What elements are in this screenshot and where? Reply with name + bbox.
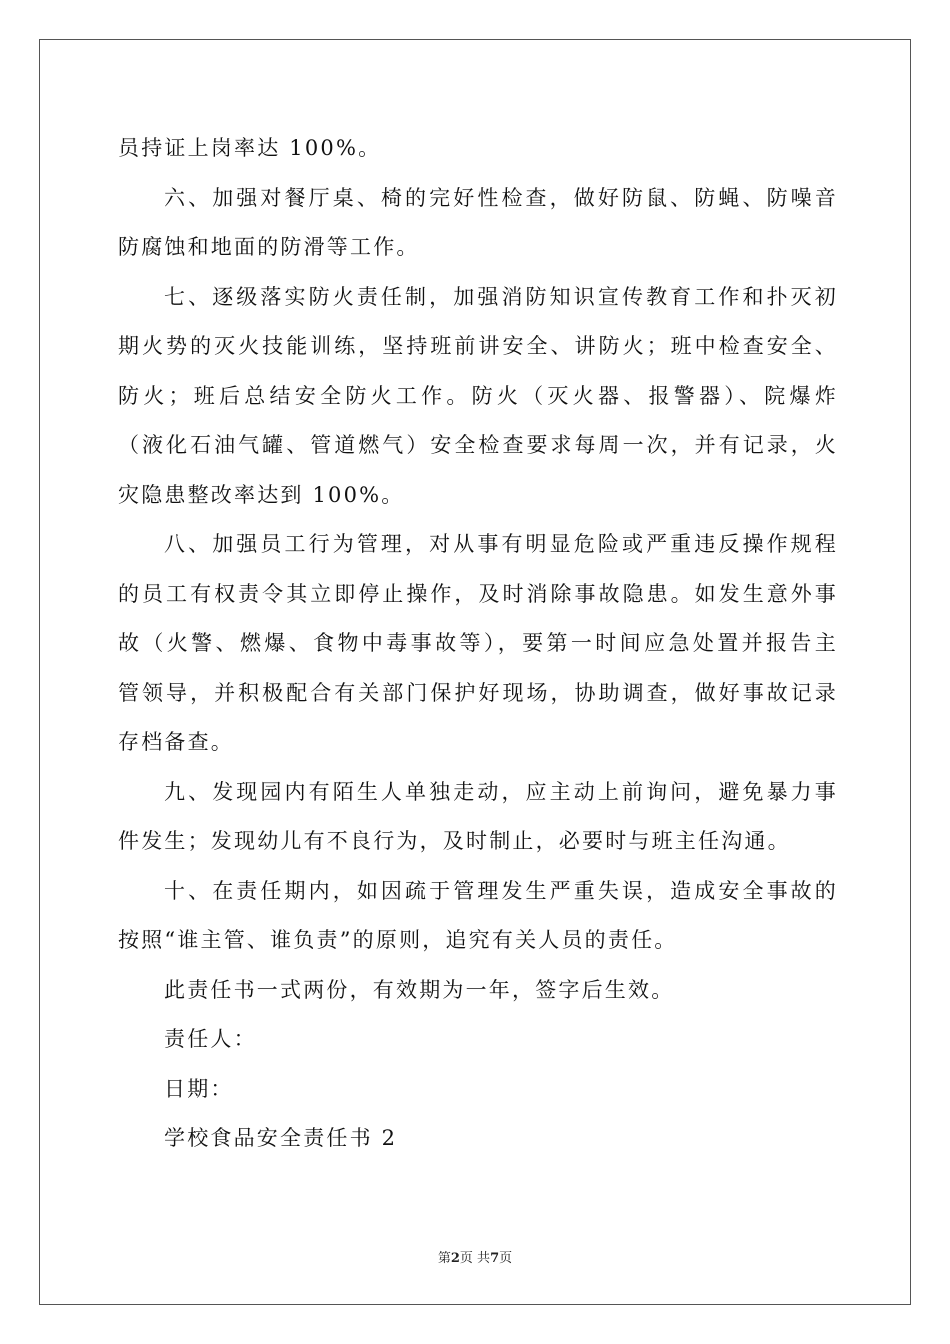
footer-middle: 页 共 bbox=[459, 1251, 491, 1266]
page-footer bbox=[0, 1247, 950, 1266]
text-line: 管领导，并积极配合有关部门保护好现场，协助调查，做好事故记录 bbox=[118, 680, 838, 705]
text-line: 灾隐患整改率达到 100%。 bbox=[118, 482, 405, 507]
text-line: 六、加强对餐厅桌、椅的完好性检查，做好防鼠、防蝇、防噪音 bbox=[164, 185, 838, 210]
document-body bbox=[118, 124, 838, 1164]
text-line: 期火势的灭火技能训练，坚持班前讲安全、讲防火；班中检查安全、 bbox=[118, 334, 838, 358]
text-line: 八、加强员工行为管理，对从事有明显危险或严重违反操作规程 bbox=[164, 532, 838, 556]
text-line: 存档备查。 bbox=[118, 730, 234, 754]
text-line: 防腐蚀和地面的防滑等工作。 bbox=[118, 235, 420, 259]
current-page-number: 2 bbox=[450, 1251, 460, 1266]
footer-prefix: 第 bbox=[437, 1251, 451, 1266]
text-line: 此责任书一式两份，有效期为一年，签字后生效。 bbox=[164, 977, 675, 1002]
total-pages-number: 7 bbox=[490, 1251, 500, 1266]
text-line: 十、在责任期内，如因疏于管理发生严重失误，造成安全事故的 bbox=[164, 878, 838, 903]
text-line: 责任人： bbox=[164, 1027, 257, 1051]
text-line: 学校食品安全责任书 2 bbox=[164, 1126, 398, 1150]
text-line: 七、逐级落实防火责任制，加强消防知识宣传教育工作和扑灭初 bbox=[164, 284, 838, 309]
text-line: 件发生；发现幼儿有不良行为，及时制止，必要时与班主任沟通。 bbox=[118, 829, 791, 853]
text-line: 按照“谁主管、谁负责”的原则，追究有关人员的责任。 bbox=[118, 928, 678, 952]
footer-suffix: 页 bbox=[499, 1251, 513, 1266]
text-line: 故（火警、燃爆、食物中毒事故等），要第一时间应急处置并报告主 bbox=[118, 631, 838, 655]
text-line: （液化石油气罐、管道燃气）安全检查要求每周一次，并有记录，火 bbox=[118, 433, 838, 457]
text-line: 防火；班后总结安全防火工作。防火（灭火器、报警器）、院爆炸 bbox=[118, 383, 838, 408]
text-line: 九、发现园内有陌生人单独走动，应主动上前询问，避免暴力事 bbox=[164, 779, 838, 804]
text-line: 日期： bbox=[164, 1076, 234, 1101]
text-line: 的员工有权责令其立即停止操作，及时消除事故隐患。如发生意外事 bbox=[118, 581, 838, 606]
text-line: 员持证上岗率达 100%。 bbox=[118, 136, 382, 160]
